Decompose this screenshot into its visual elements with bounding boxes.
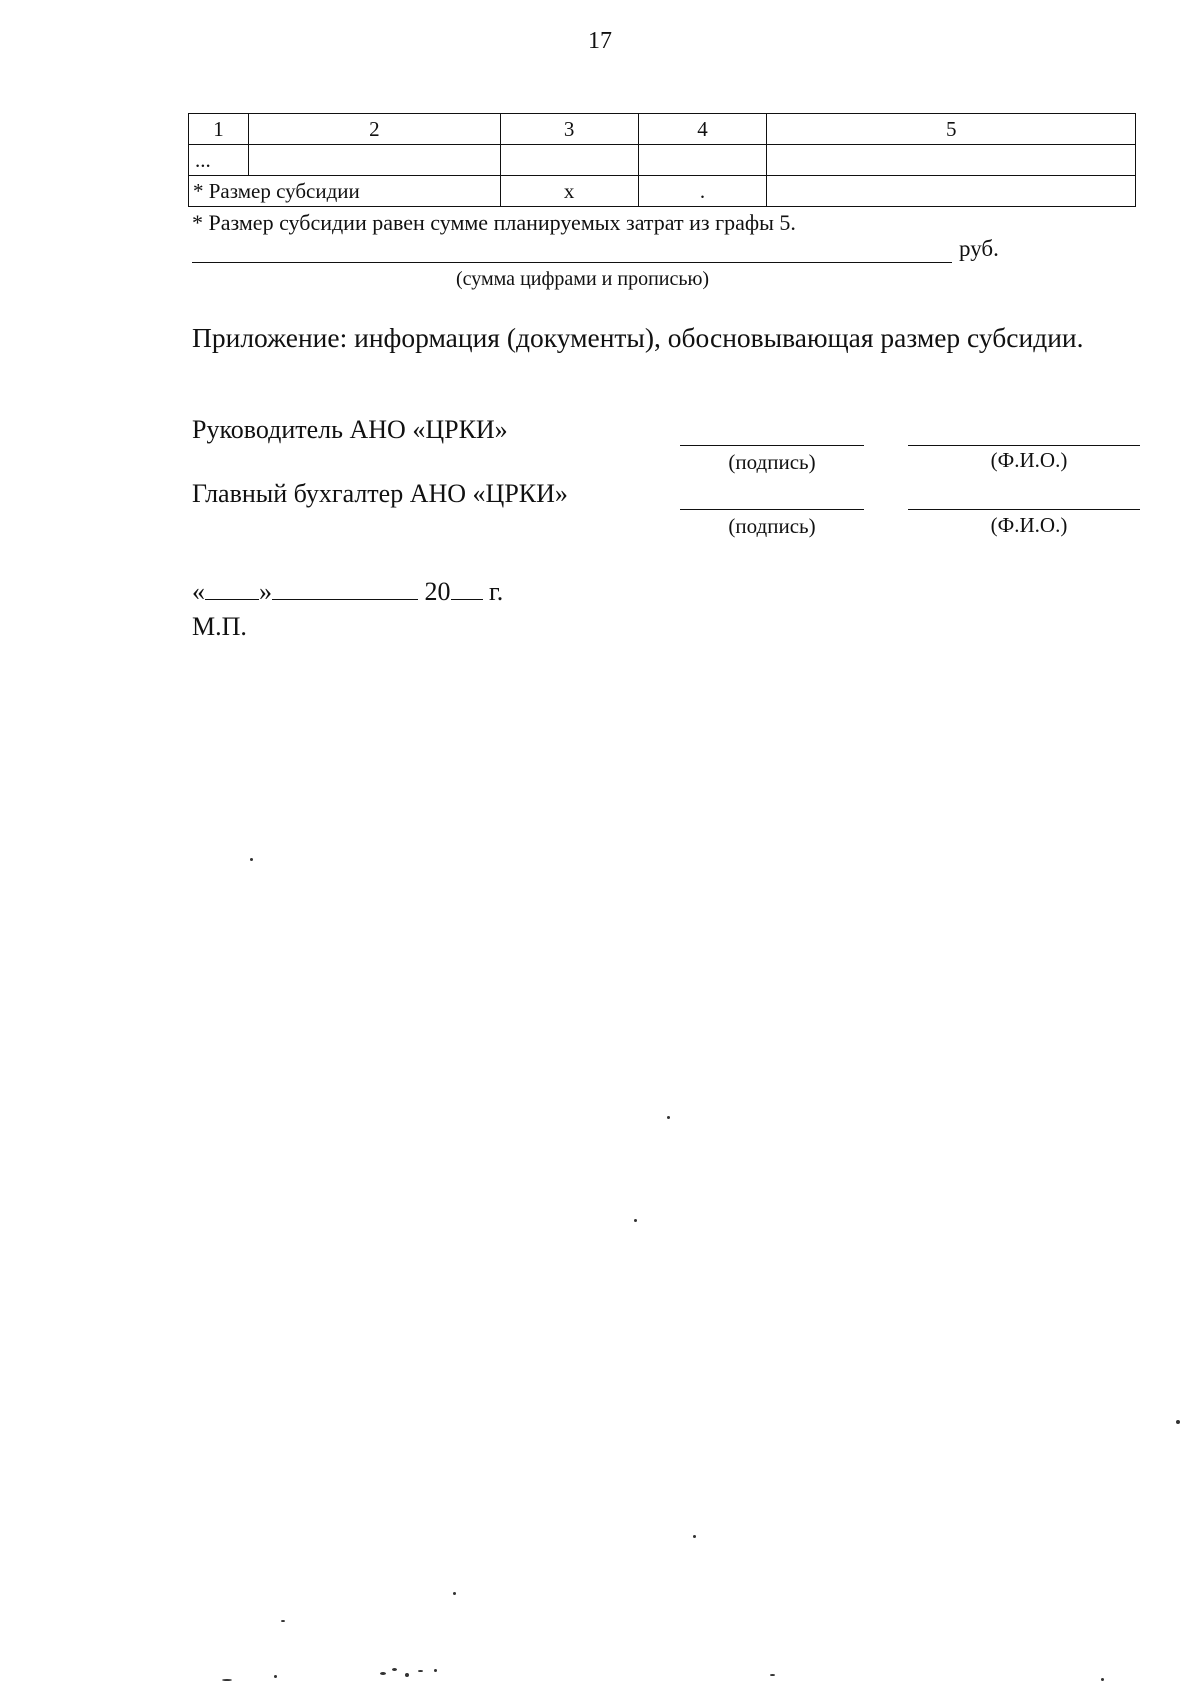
chief-accountant-title: Главный бухгалтер АНО «ЦРКИ»: [192, 479, 568, 508]
date-line: [192, 577, 503, 607]
sum-caption: (сумма цифрами и прописью): [456, 268, 710, 290]
column-header-3: 3: [500, 114, 638, 145]
table-row-total: [189, 176, 1136, 207]
scan-speck: [281, 1620, 285, 1622]
scan-speck: [392, 1668, 397, 1671]
scan-speck: [405, 1673, 409, 1677]
footnote: * Размер субсидии равен сумме планируемых затрат из графы 5.: [192, 210, 796, 235]
accountant-name-line: [908, 509, 1140, 510]
scan-speck: [418, 1670, 423, 1672]
day-blank: [205, 599, 259, 600]
scan-speck: [770, 1674, 775, 1676]
table-cell: [248, 145, 500, 176]
table-header-row: [189, 114, 1136, 145]
director-name-line: [908, 445, 1140, 446]
accountant-signature-caption: (подпись): [728, 514, 816, 538]
scan-speck: [693, 1535, 696, 1538]
stamp-place: М.П.: [192, 612, 247, 641]
page-number: 17: [588, 28, 612, 54]
scan-speck: [634, 1219, 637, 1222]
date-open-quote: «: [192, 577, 205, 606]
scan-speck: [274, 1675, 277, 1678]
year-blank: [451, 599, 483, 600]
accountant-name-caption: (Ф.И.О.): [990, 513, 1068, 537]
scan-speck: [1176, 1420, 1180, 1424]
subsidy-size-col3: x: [500, 176, 638, 207]
table-cell: [638, 145, 767, 176]
scan-speck: [380, 1672, 386, 1675]
scan-speck: [222, 1679, 232, 1681]
scan-speck: [250, 858, 253, 861]
column-header-4: 4: [638, 114, 767, 145]
table-cell: [500, 145, 638, 176]
director-title: Руководитель АНО «ЦРКИ»: [192, 415, 508, 444]
director-signature-caption: (подпись): [728, 450, 816, 474]
accountant-signature-line: [680, 509, 864, 510]
subsidy-size-label: * Размер субсидии: [189, 176, 501, 207]
column-header-5: 5: [767, 114, 1136, 145]
table-cell: [767, 145, 1136, 176]
column-header-2: 2: [248, 114, 500, 145]
sum-fill-line: [192, 262, 952, 263]
table-row: [189, 145, 1136, 176]
director-name-caption: (Ф.И.О.): [990, 448, 1068, 472]
scan-speck: [1101, 1678, 1104, 1681]
year-suffix: г.: [489, 577, 504, 606]
scan-speck: [667, 1116, 670, 1119]
subsidy-table: [188, 113, 1136, 207]
director-signature-line: [680, 445, 864, 446]
scan-speck: [453, 1592, 456, 1595]
column-header-1: 1: [189, 114, 249, 145]
subsidy-size-value: [767, 176, 1136, 207]
currency-unit: руб.: [959, 236, 999, 261]
year-prefix: 20: [424, 577, 451, 606]
month-blank: [272, 599, 418, 600]
scan-speck: [434, 1669, 437, 1672]
attachment-note: Приложение: информация (документы), обосновывающая размер субсидии.: [192, 322, 1084, 353]
date-close-quote: »: [259, 577, 272, 606]
subsidy-size-col4: .: [638, 176, 767, 207]
table-cell-ellipsis: ...: [189, 145, 249, 176]
